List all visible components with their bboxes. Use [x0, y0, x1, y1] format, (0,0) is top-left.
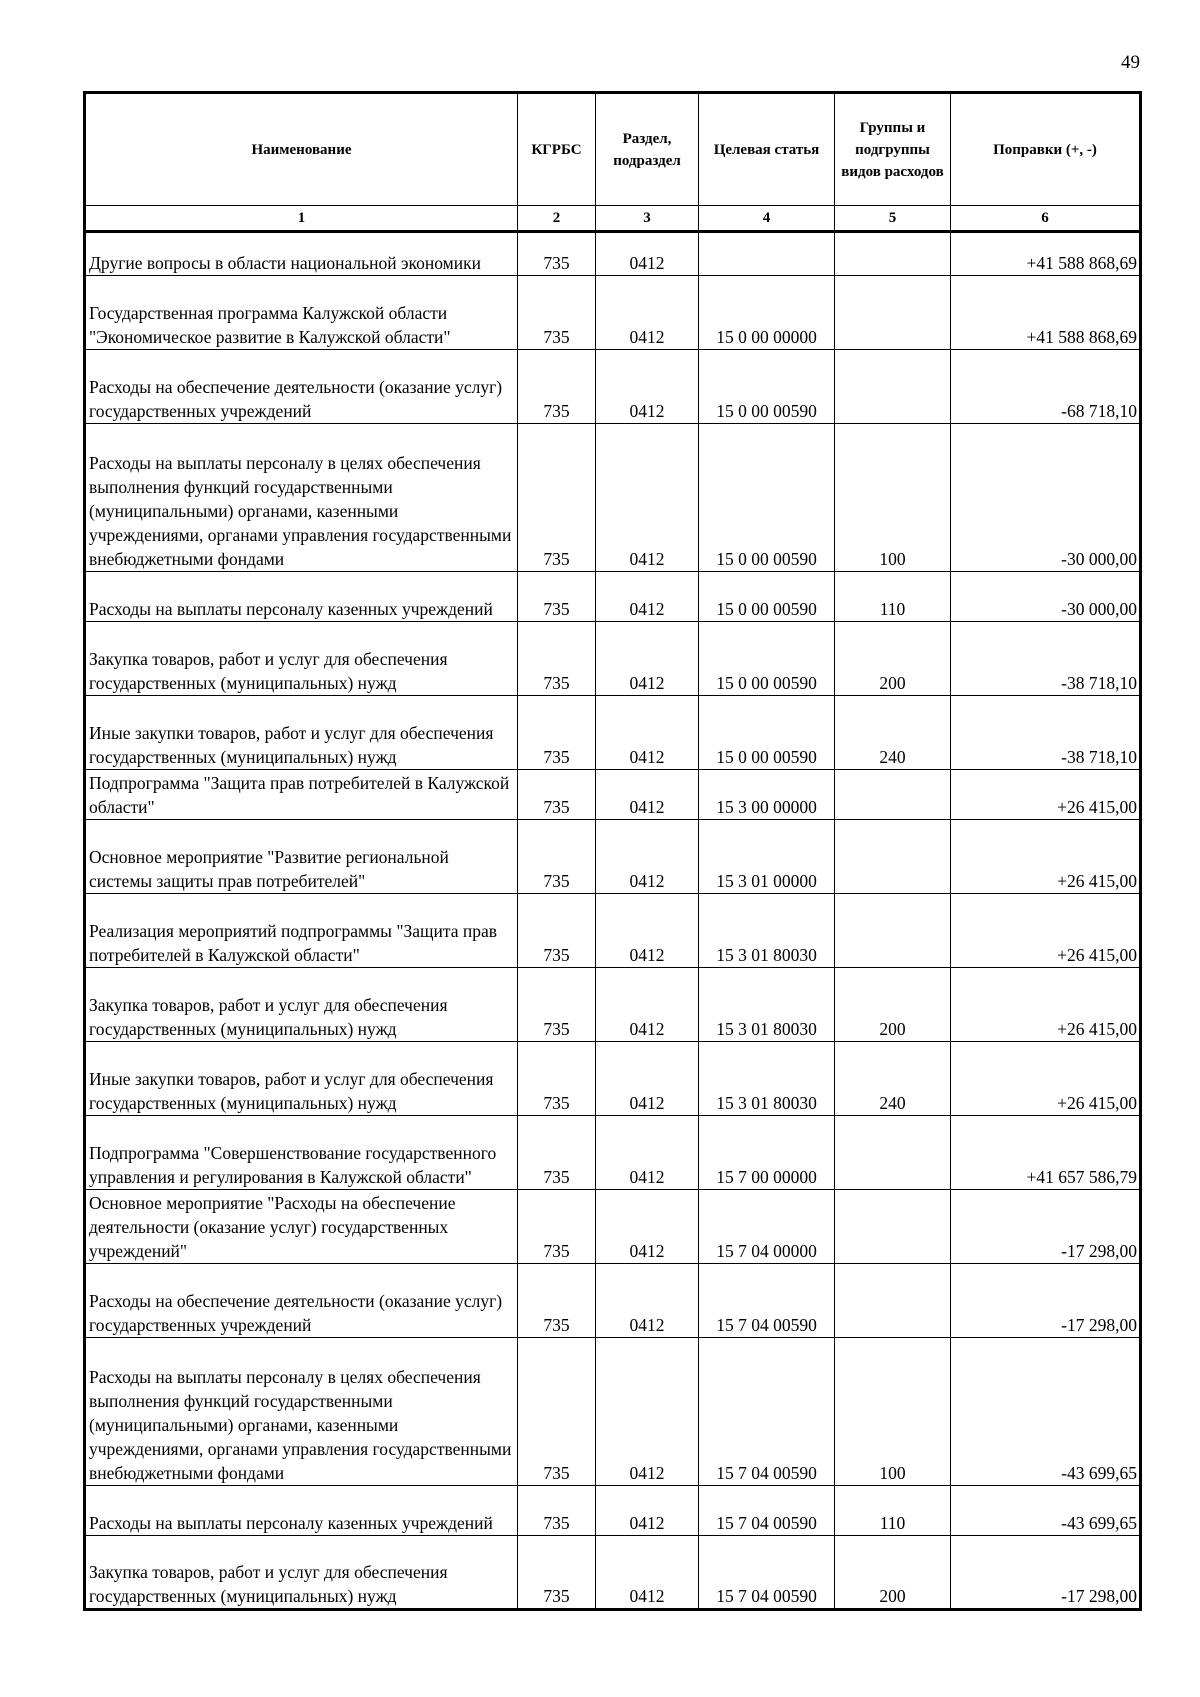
table-row [85, 968, 1141, 1042]
row-kgrbs: 735 [518, 1042, 596, 1116]
column-number-row [85, 206, 1141, 232]
column-number: 3 [596, 206, 699, 232]
row-name: Основное мероприятие "Развитие региональной системы защиты прав потребителей" [85, 820, 518, 894]
row-target-article: 15 3 01 80030 [699, 968, 835, 1042]
row-target-article: 15 7 04 00590 [699, 1264, 835, 1338]
budget-amendments-table [83, 91, 1142, 1611]
row-name: Иные закупки товаров, работ и услуг для обеспечения государственных (муниципальных) нужд [85, 1042, 518, 1116]
row-kgrbs: 735 [518, 350, 596, 424]
header-section: Раздел, подраздел [596, 93, 699, 206]
row-kgrbs: 735 [518, 770, 596, 820]
row-kgrbs: 735 [518, 968, 596, 1042]
row-name: Другие вопросы в области национальной экономики [85, 232, 518, 276]
row-section: 0412 [596, 1116, 699, 1190]
row-section: 0412 [596, 820, 699, 894]
row-expense-group: 240 [835, 1042, 951, 1116]
row-amendment-amount: -68 718,10 [951, 350, 1141, 424]
row-name: Расходы на выплаты персоналу в целях обеспечения выполнения функций государственными (муниципальными) органами, казенными учреждениями, органами управления государственными внебюджетными фондами [85, 1338, 518, 1486]
row-name: Расходы на выплаты персоналу казенных учреждений [85, 572, 518, 622]
row-amendment-amount: -30 000,00 [951, 424, 1141, 572]
table-row [85, 622, 1141, 696]
table-row [85, 350, 1141, 424]
column-number: 2 [518, 206, 596, 232]
table-row [85, 424, 1141, 572]
row-amendment-amount: +26 415,00 [951, 1042, 1141, 1116]
table-row [85, 1042, 1141, 1116]
row-expense-group [835, 1116, 951, 1190]
row-section: 0412 [596, 1536, 699, 1610]
row-section: 0412 [596, 276, 699, 350]
table-row [85, 1338, 1141, 1486]
row-target-article: 15 3 01 80030 [699, 1042, 835, 1116]
row-amendment-amount: -17 298,00 [951, 1190, 1141, 1264]
row-amendment-amount: +26 415,00 [951, 968, 1141, 1042]
row-expense-group: 200 [835, 1536, 951, 1610]
page-number: 49 [1121, 52, 1140, 73]
row-target-article: 15 7 04 00590 [699, 1486, 835, 1536]
row-name: Закупка товаров, работ и услуг для обеспечения государственных (муниципальных) нужд [85, 968, 518, 1042]
row-target-article [699, 232, 835, 276]
row-section: 0412 [596, 622, 699, 696]
header-row [85, 93, 1141, 206]
row-section: 0412 [596, 1486, 699, 1536]
row-kgrbs: 735 [518, 1190, 596, 1264]
row-name: Государственная программа Калужской области "Экономическое развитие в Калужской области" [85, 276, 518, 350]
table-row [85, 696, 1141, 770]
row-expense-group [835, 770, 951, 820]
row-section: 0412 [596, 1190, 699, 1264]
row-kgrbs: 735 [518, 1486, 596, 1536]
row-amendment-amount: -43 699,65 [951, 1338, 1141, 1486]
row-target-article: 15 7 04 00000 [699, 1190, 835, 1264]
row-expense-group [835, 232, 951, 276]
row-kgrbs: 735 [518, 1536, 596, 1610]
row-name: Расходы на обеспечение деятельности (оказание услуг) государственных учреждений [85, 1264, 518, 1338]
row-target-article: 15 3 00 00000 [699, 770, 835, 820]
header-kgrbs: КГРБС [518, 93, 596, 206]
table-row [85, 1486, 1141, 1536]
row-amendment-amount: -43 699,65 [951, 1486, 1141, 1536]
table-row [85, 572, 1141, 622]
column-number: 5 [835, 206, 951, 232]
row-target-article: 15 7 04 00590 [699, 1536, 835, 1610]
table-row [85, 1536, 1141, 1610]
row-name: Закупка товаров, работ и услуг для обеспечения государственных (муниципальных) нужд [85, 622, 518, 696]
row-amendment-amount: +26 415,00 [951, 894, 1141, 968]
row-expense-group [835, 820, 951, 894]
header-name: Наименование [85, 93, 518, 206]
row-target-article: 15 7 04 00590 [699, 1338, 835, 1486]
row-target-article: 15 3 01 00000 [699, 820, 835, 894]
row-name: Подпрограмма "Защита прав потребителей в Калужской области" [85, 770, 518, 820]
column-number: 6 [951, 206, 1141, 232]
row-target-article: 15 0 00 00590 [699, 572, 835, 622]
row-expense-group [835, 1190, 951, 1264]
column-number: 1 [85, 206, 518, 232]
row-section: 0412 [596, 1042, 699, 1116]
row-expense-group: 100 [835, 424, 951, 572]
row-kgrbs: 735 [518, 894, 596, 968]
table-row [85, 770, 1141, 820]
row-expense-group: 110 [835, 1486, 951, 1536]
row-name: Расходы на выплаты персоналу в целях обеспечения выполнения функций государственными (муниципальными) органами, казенными учреждениями, органами управления государственными внебюджетными фондами [85, 424, 518, 572]
table-row [85, 1116, 1141, 1190]
table-row [85, 232, 1141, 276]
row-target-article: 15 3 01 80030 [699, 894, 835, 968]
row-amendment-amount: +41 588 868,69 [951, 276, 1141, 350]
row-amendment-amount: -17 298,00 [951, 1536, 1141, 1610]
row-expense-group: 100 [835, 1338, 951, 1486]
table-row [85, 1264, 1141, 1338]
row-name: Реализация мероприятий подпрограммы "Защита прав потребителей в Калужской области" [85, 894, 518, 968]
row-expense-group [835, 894, 951, 968]
header-amendments: Поправки (+, -) [951, 93, 1141, 206]
row-kgrbs: 735 [518, 622, 596, 696]
row-amendment-amount: -38 718,10 [951, 622, 1141, 696]
row-target-article: 15 0 00 00590 [699, 696, 835, 770]
row-section: 0412 [596, 894, 699, 968]
row-expense-group [835, 276, 951, 350]
row-target-article: 15 7 00 00000 [699, 1116, 835, 1190]
table-row [85, 1190, 1141, 1264]
header-groups: Группы и подгруппы видов расходов [835, 93, 951, 206]
table-row [85, 894, 1141, 968]
row-kgrbs: 735 [518, 572, 596, 622]
row-name: Расходы на обеспечение деятельности (оказание услуг) государственных учреждений [85, 350, 518, 424]
row-expense-group: 110 [835, 572, 951, 622]
row-section: 0412 [596, 1338, 699, 1486]
table-row [85, 276, 1141, 350]
row-target-article: 15 0 00 00590 [699, 622, 835, 696]
row-kgrbs: 735 [518, 276, 596, 350]
row-expense-group: 240 [835, 696, 951, 770]
row-expense-group: 200 [835, 622, 951, 696]
row-amendment-amount: -38 718,10 [951, 696, 1141, 770]
row-section: 0412 [596, 1264, 699, 1338]
row-amendment-amount: +26 415,00 [951, 820, 1141, 894]
column-number: 4 [699, 206, 835, 232]
row-expense-group [835, 1264, 951, 1338]
row-amendment-amount: +26 415,00 [951, 770, 1141, 820]
row-kgrbs: 735 [518, 1116, 596, 1190]
row-target-article: 15 0 00 00590 [699, 350, 835, 424]
table-row [85, 820, 1141, 894]
row-name: Иные закупки товаров, работ и услуг для обеспечения государственных (муниципальных) нужд [85, 696, 518, 770]
row-name: Подпрограмма "Совершенствование государственного управления и регулирования в Калужской области" [85, 1116, 518, 1190]
row-section: 0412 [596, 968, 699, 1042]
row-amendment-amount: -17 298,00 [951, 1264, 1141, 1338]
row-name: Основное мероприятие "Расходы на обеспечение деятельности (оказание услуг) государственных учреждений" [85, 1190, 518, 1264]
row-kgrbs: 735 [518, 424, 596, 572]
row-kgrbs: 735 [518, 232, 596, 276]
row-kgrbs: 735 [518, 696, 596, 770]
row-section: 0412 [596, 572, 699, 622]
header-target: Целевая статья [699, 93, 835, 206]
row-section: 0412 [596, 232, 699, 276]
row-expense-group [835, 350, 951, 424]
row-section: 0412 [596, 350, 699, 424]
row-kgrbs: 735 [518, 820, 596, 894]
row-amendment-amount: -30 000,00 [951, 572, 1141, 622]
row-expense-group: 200 [835, 968, 951, 1042]
row-amendment-amount: +41 588 868,69 [951, 232, 1141, 276]
row-target-article: 15 0 00 00590 [699, 424, 835, 572]
row-section: 0412 [596, 424, 699, 572]
row-amendment-amount: +41 657 586,79 [951, 1116, 1141, 1190]
row-target-article: 15 0 00 00000 [699, 276, 835, 350]
row-section: 0412 [596, 770, 699, 820]
row-kgrbs: 735 [518, 1264, 596, 1338]
row-kgrbs: 735 [518, 1338, 596, 1486]
row-name: Закупка товаров, работ и услуг для обеспечения государственных (муниципальных) нужд [85, 1536, 518, 1610]
row-section: 0412 [596, 696, 699, 770]
row-name: Расходы на выплаты персоналу казенных учреждений [85, 1486, 518, 1536]
